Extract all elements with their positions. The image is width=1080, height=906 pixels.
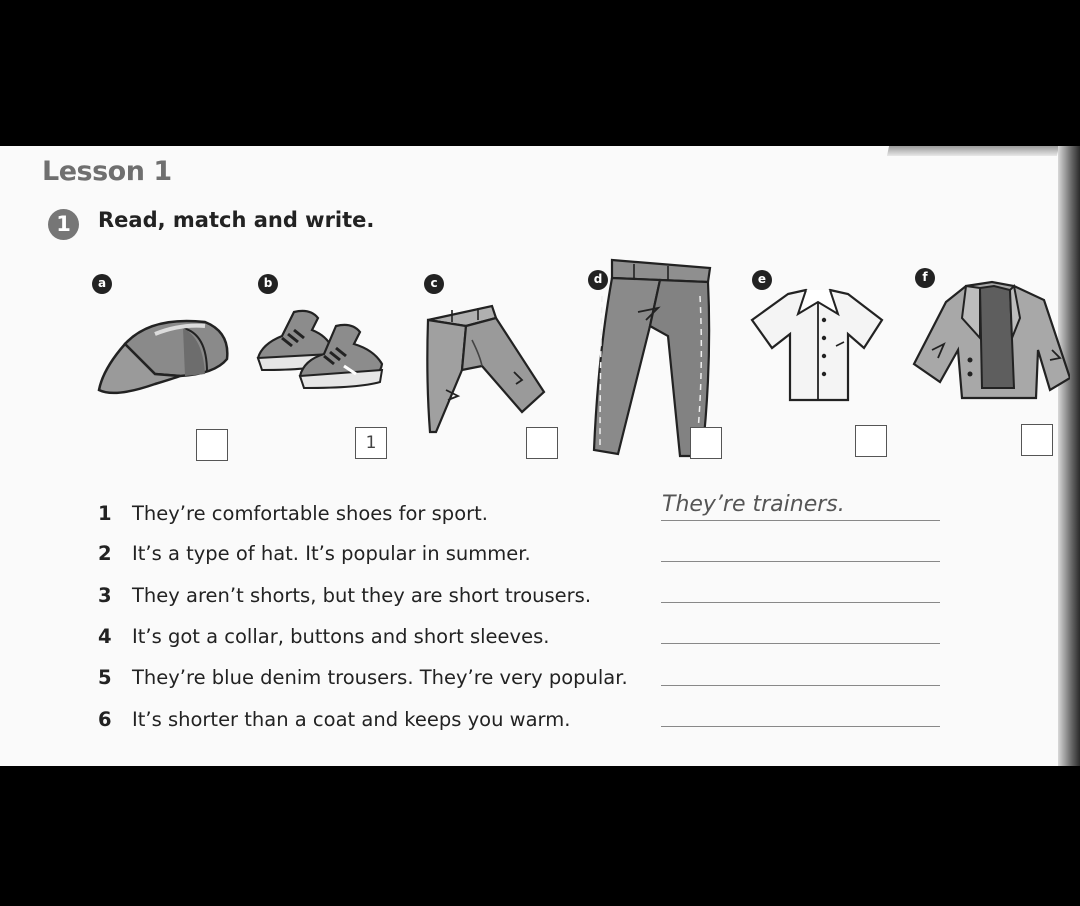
answer-text-1: They’re trainers. [662, 492, 845, 517]
question-text: They’re comfortable shoes for sport. [132, 502, 488, 525]
question-row-6 [98, 708, 570, 738]
trainers-icon [252, 306, 392, 398]
cap-icon [95, 314, 235, 404]
question-number: 6 [98, 708, 112, 731]
question-text: It’s shorter than a coat and keeps you warm. [132, 708, 571, 731]
question-number: 4 [98, 625, 112, 648]
picture-label-d: d [588, 270, 608, 290]
question-text: They aren’t shorts, but they are short trousers. [132, 584, 592, 607]
workbook-page [0, 146, 1080, 766]
question-row-4 [98, 625, 549, 655]
answer-line-5[interactable] [661, 685, 940, 686]
question-number: 5 [98, 666, 112, 689]
question-row-3 [98, 584, 591, 614]
jacket-icon [910, 278, 1070, 402]
exercise-number-badge: 1 [48, 209, 79, 240]
match-box-b[interactable]: 1 [355, 427, 387, 459]
lesson-title: Lesson 1 [42, 156, 172, 187]
picture-label-a: a [92, 274, 112, 294]
question-number: 3 [98, 584, 112, 607]
picture-label-c: c [424, 274, 444, 294]
picture-label-f: f [915, 268, 935, 288]
question-row-1 [98, 502, 488, 532]
question-text: They’re blue denim trousers. They’re very popular. [132, 666, 628, 689]
match-box-f[interactable] [1021, 424, 1053, 456]
answer-line-1[interactable] [661, 520, 940, 521]
match-box-e[interactable] [855, 425, 887, 457]
question-row-5 [98, 666, 628, 696]
answer-line-2[interactable] [661, 561, 940, 562]
match-box-c[interactable] [526, 427, 558, 459]
match-box-a[interactable] [196, 429, 228, 461]
picture-label-e: e [752, 270, 772, 290]
picture-label-b: b [258, 274, 278, 294]
page-edge-shadow [1058, 146, 1080, 766]
shirt-icon [748, 286, 886, 404]
question-number: 2 [98, 542, 112, 565]
answer-line-6[interactable] [661, 726, 940, 727]
answer-line-4[interactable] [661, 643, 940, 644]
page-corner [887, 146, 1059, 156]
question-number: 1 [98, 502, 112, 525]
question-text: It’s a type of hat. It’s popular in summer. [132, 542, 531, 565]
short-trousers-icon [422, 300, 550, 438]
question-row-2 [98, 542, 531, 572]
question-text: It’s got a collar, buttons and short sleeves. [132, 625, 550, 648]
match-box-d[interactable] [690, 427, 722, 459]
exercise-instruction: Read, match and write. [98, 208, 375, 232]
answer-line-3[interactable] [661, 602, 940, 603]
